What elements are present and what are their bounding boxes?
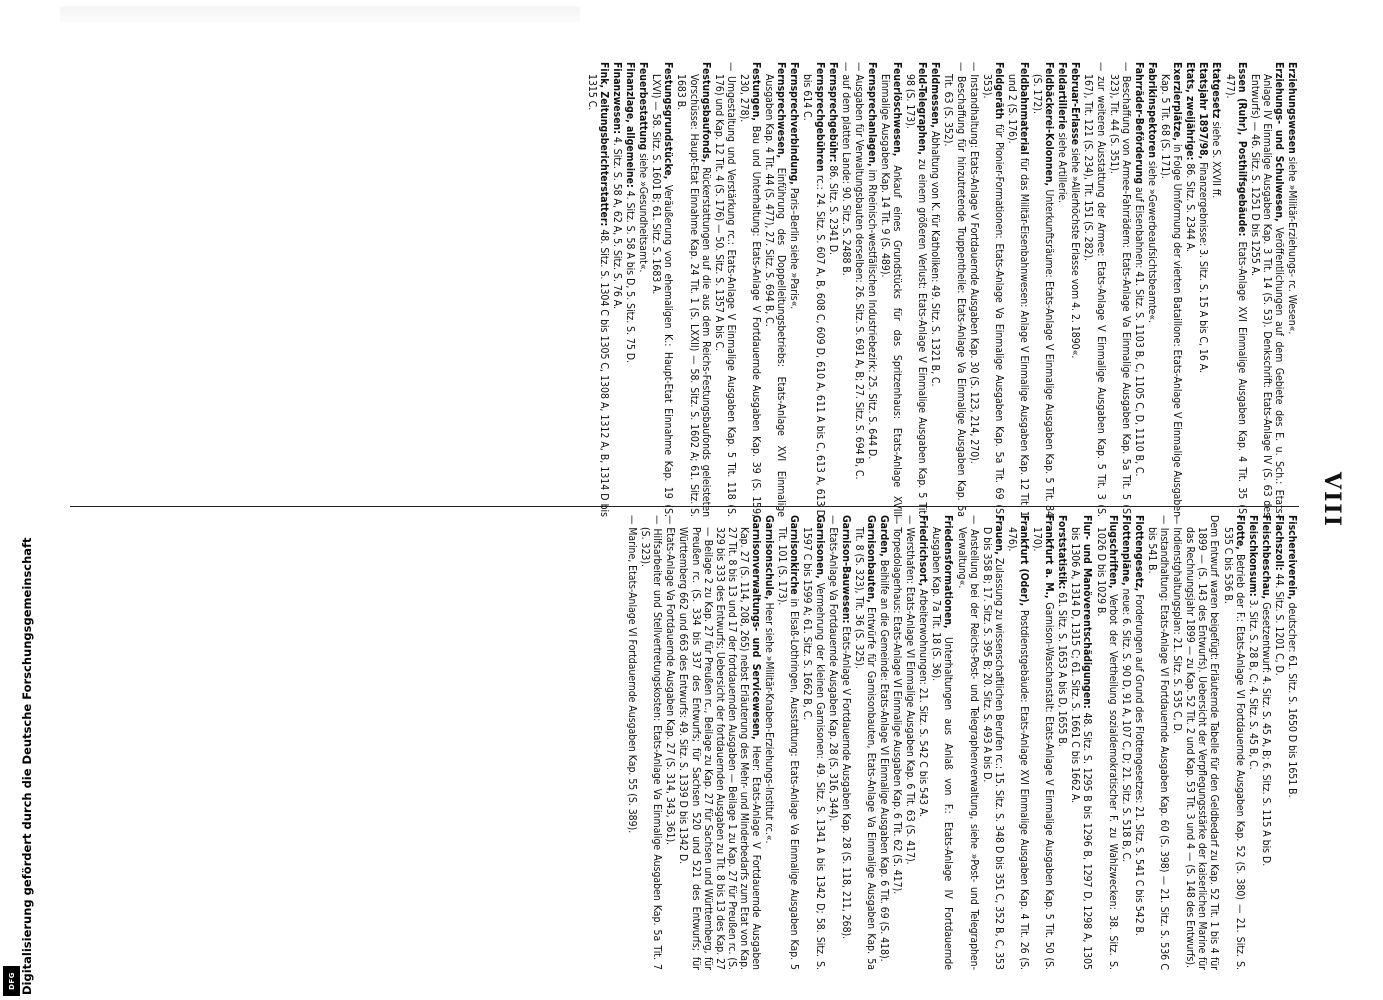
entry-headword: Flachszoll: — [1272, 515, 1285, 571]
entry-text: Garnison-Waschanstalt: Etats-Anlage V Einmalige Ausgaben Kap. 5 Tit. 50 (S. 170). — [1031, 527, 1056, 970]
entry-text: 61. Sitz. S. 1653 A bis D, 1655 B. — [1056, 592, 1069, 747]
entry-headword: Fabrikinspektoren — [1145, 62, 1158, 158]
index-entry — [904, 62, 928, 517]
entry-text: Etats-Anlage V Fortdauernde Ausgaben Kap. 28 (S. 118, 211, 268). — [839, 626, 852, 940]
index-entry — [677, 515, 762, 970]
entry-text: Unterkunftsräume: Etats-Anlage V Einmalige Ausgaben Kap. 5 Tit. 84 (S. 172). — [1031, 74, 1056, 517]
index-entry — [904, 515, 916, 970]
index-entry — [650, 62, 674, 517]
entry-text: — Beschaffung von Armee-Fahrrädern: Etats-Anlage Va Einmalige Ausgaben Kap. 5a Tit. 5 (S. 323), Tit. 44 (S. 351). — [1107, 62, 1132, 517]
entry-text: — Ausgaben für Verwaltungsbauten derselben: 26. Sitz. S. 691 A, B; 27. Sitz. S. 694 B, C. — [852, 62, 865, 480]
index-entry — [586, 62, 610, 517]
entry-headword: Garnisonverwaltungs- und Servicewesen, — [750, 515, 763, 740]
index-entry — [675, 62, 711, 517]
entry-text: in Elsaß-Lothringen, Ausstattung: Etats-Anlage Va Einmalige Ausgaben Kap. 5 Tit. 101 (S. 173). — [776, 527, 801, 971]
entry-text: 86. Sitz. S. 2341 D. — [826, 165, 839, 256]
entry-headword: Feldbahnmaterial — [1018, 62, 1031, 155]
index-entry — [1056, 515, 1068, 970]
index-entry — [840, 62, 852, 517]
entry-headword: Frankfurt (Oder), — [1018, 515, 1031, 607]
entry-headword: Etatsjahr 1897/98, — [1197, 62, 1210, 160]
index-entry — [626, 515, 638, 970]
index-column-left — [60, 62, 1298, 517]
index-entry — [853, 515, 877, 970]
entry-text: 44. Sitz. S. 1201 C, D. — [1272, 573, 1285, 676]
entry-text: Ankauf eines Grundstücks für das Spritzenhaus: Etats-Anlage XVIII Einmalige Ausgaben Kap. 14 Tit. 9 (S. 489). — [879, 74, 904, 518]
index-entry — [930, 515, 954, 970]
index-entry — [1069, 62, 1081, 517]
entry-text: Heer: Etats-Anlage V Fortdauernde Ausgaben Kap. 27 (S. 114, 208, 265) nebst Erläuterung des Mehr- und Minderbedarfs zum Etat von Kap. 27 Tit. 8 bis 13 und 17 der fortdauernden Ausgaben — Beilage 1 zu Kap. 27 für Preußen rc. (S. 329 bis 333 des Entwurfs; Uebersicht der fortdauernden Ausgaben zu Tit. 8 bis 13 des Kap. 27 — Beilage 2 zu Kap. 27 für Preußen rc., Beilage zu Kap. 27 für Sachsen und Württemberg, für Preußen rc. (S. 334 bis 337 des Entwurfs; für Sachsen 520 und 521 des Entwurfs; für Württemberg 662 und 663 des Entwurfs: 49. Sitz. S. 1339 D bis 1342 D. — [677, 527, 763, 970]
entry-text: auf Eisenbahnen: 41. Sitz. S. 1103 B, C, 1105 C, D, 1110 B, C. — [1132, 186, 1145, 477]
index-entry — [801, 515, 825, 970]
entry-text: — Anstellung bei der Reichs-Post- und Telegraphenverwaltung, siehe »Post- und Telegraphen-Verwaltung«. — [955, 515, 980, 970]
entry-headword: Fleischkonsum: — [1246, 515, 1259, 597]
index-entry — [929, 62, 941, 517]
index-entry — [968, 62, 980, 517]
entry-text: Abhaltung von K. für Katholiken: 49. Sitz. S. 1321 B, C. — [929, 130, 942, 387]
entry-text: siehe »Allerhöchste Erlasse vom 4. 2. 1890«. — [1069, 148, 1082, 359]
dfg-logo: DFG — [3, 966, 20, 996]
entry-headword: Fernsprechgebühr: — [826, 62, 839, 163]
entry-headword: Feuerbestattung — [637, 62, 650, 151]
index-entry — [1260, 515, 1272, 970]
entry-text: Dem Entwurf waren beigefügt: Erläuternde Tabelle für den Geldbedarf zu Kap. 52 Tit. 1 bis 4 für 1899 — (S. 143 des Entwurfs). Uebersicht der Verpflegungsstärke der kaiserlichen Marine für das Rechnungsjahr 1899 — zu Kap. 52 Tit. 2 und Kap. 53 Tit. 3 und 4 — (S. 148 des Entwurfs). — [1184, 515, 1221, 970]
entry-headword: Feldartillerie — [1056, 62, 1069, 130]
index-entry — [1108, 62, 1132, 517]
entry-headword: Friedrichsort, — [917, 515, 930, 587]
entry-text: — Etats-Anlage Va Fortdauernde Ausgaben Kap. 27 (S. 314, 343, 361). — [664, 515, 677, 846]
entry-headword: Garnisonschule, — [763, 515, 776, 600]
index-entry — [1286, 62, 1298, 517]
index-entry — [664, 515, 676, 970]
entry-headword: Fischereiverein, — [1286, 515, 1298, 600]
entry-text: — Instandhaltung: Etats-Anlage VI Fortdauernde Ausgaben Kap. 60 (S. 398) — 21. Sitz. S. 536 C bis 541 B. — [1145, 515, 1171, 970]
entry-headword: Festungsgrundstücke, — [662, 62, 675, 180]
entry-headword: Februar-Erlasse — [1069, 62, 1082, 146]
entry-headword: Etatgesetz — [1210, 62, 1223, 119]
entry-headword: Fernsprechverbindung, — [788, 62, 801, 185]
entry-text: Vermehrung der kleinen Garnisonen: 49. Sitz. S. 1341 A bis 1342 D; 58. Sitz. S. 1597 C bis 1599 A; 61. Sitz. S. 1662 B, C. — [801, 527, 826, 970]
entry-text: für Pionier-Formationen: Etats-Anlage Va Einmalige Ausgaben Kap. 5a Tit. 69 (S. 353). — [980, 74, 1005, 517]
column-divider — [70, 506, 1299, 507]
entry-headword: Fernsprechanlagen, — [865, 62, 878, 167]
entry-headword: Flottengesetz, — [1132, 515, 1145, 592]
entry-text: — Wersthafen: Etats-Anlage VI Einmalige Ausgaben Kap. 6 Tit. 63 (S. 417). — [904, 515, 917, 865]
index-entry — [1069, 515, 1093, 970]
entry-text: Bau und Unterhaltung: Etats-Anlage V Fortdauernde Ausgaben Kap. 39 (S. 159, 230, 278). — [737, 74, 763, 517]
entry-headword: Festungen, — [750, 62, 763, 121]
index-entry — [1286, 515, 1298, 970]
entry-text: siehe »Gewerbeaufsichtsbeamte«. — [1145, 160, 1158, 324]
index-entry — [763, 62, 787, 517]
index-entry — [878, 515, 890, 970]
entry-text: Paris–Berlin siehe »Paris«. — [788, 187, 801, 310]
footer-strip — [0, 0, 34, 1000]
index-entry — [942, 62, 966, 517]
entry-text: neue: 6. Sitz. S. 90 D, 91 A, 107 C, D; 21. Sitz. S. 518 B, C. — [1119, 588, 1132, 863]
index-entry — [788, 62, 800, 517]
index-entry — [1247, 515, 1259, 970]
entry-text: siehe Artillerie. — [1056, 132, 1069, 204]
entry-text: Forderungen auf Grund des Flottengesetzes: 21. Sitz. S. 541 C bis 542 B. — [1132, 594, 1145, 936]
index-column-right — [60, 515, 1298, 970]
index-entry — [1146, 62, 1158, 517]
entry-headword: Feldmessen, — [929, 62, 942, 128]
index-entry — [1006, 515, 1030, 970]
index-entry — [1221, 515, 1245, 970]
entry-text: — Instandhaltung: Etats-Anlage V Fortdauernde Ausgaben Kap. 30 (S. 123, 214, 270). — [967, 62, 980, 464]
entry-headword: Erziehungs- und Schulwesen, — [1272, 62, 1285, 222]
page-number: VIII — [1319, 472, 1345, 528]
index-entry — [1006, 62, 1030, 517]
entry-headword: Fink, Zeitungsberichterstatter: — [597, 62, 610, 227]
entry-headword: Flugschriften, — [1106, 515, 1119, 589]
entry-headword: Frankfurt a. M., — [1043, 515, 1056, 599]
entry-text: Zulassung zu wissenschaftlichen Berufen rc.: 15. Sitz. S. 348 D bis 351 C, 352 B, C, 353 D bis 358 B; 17. Sitz. S. 395 B; 20. Sitz. S. 493 A bis D. — [980, 527, 1005, 971]
entry-text: Entwürfe für Garnisonbauten, Etats-Anlage Va Einmalige Ausgaben Kap. 5a Tit. 8 (S. 323), Tit. 36 (S. 325). — [852, 527, 877, 971]
index-entry — [1056, 62, 1068, 517]
index-entry — [1082, 62, 1106, 517]
entry-text: Etats-Anlage XVI Einmalige Ausgaben Kap. 4 Tit. 35 (S. 477). — [1223, 74, 1248, 518]
entry-text: für das Militär-Eisenbahnwesen: Anlage V Einmalige Ausgaben Kap. 12 Tit. 1 und 2 (S. 176). — [1005, 74, 1031, 517]
entry-headword: Garnisonen, — [813, 515, 826, 579]
index-entry — [1197, 62, 1209, 517]
index-entry — [1184, 515, 1220, 970]
entry-headword: Fernsprechwesen, — [775, 62, 788, 159]
entry-text: zu einem größeren Verlust: Etats-Anlage V Einmalige Ausgaben Kap. 5 Tit. 98 (S. 173). — [904, 74, 929, 517]
footer-credit: Digitalisierung gefördert durch die Deutsche Forschungsgemeinschaft — [20, 537, 34, 995]
index-entry — [879, 62, 903, 517]
index-entry — [1031, 62, 1055, 517]
entry-text: Finanzergebnisse: 3. Sitz. S. 15 A bis C, 16 A. — [1197, 162, 1210, 373]
index-entry — [1273, 515, 1285, 970]
entry-headword: Fleischbeschau, — [1259, 515, 1272, 600]
entry-text: 4. Sitz. S. 58 A bis D, 5. Sitz. S. 75 D. — [624, 190, 637, 364]
entry-headword: Essen (Ruhr), Posthilfsgebäude: — [1235, 62, 1248, 237]
entry-text: Rückerstattungen auf die aus dem Reichs-Festungsbaufonds geleisteten Vorschüsse: Haupt-Etat Einnahme Kap. 24 Tit. 1 (S. LXXII) — 58. Sitz. S. 1602 A; 61. Sitz. S. 1683 B. — [675, 74, 712, 517]
entry-headword: Flotte, — [1233, 515, 1246, 550]
index-entry — [917, 515, 929, 970]
entry-headword: Finanzwesen: — [611, 62, 624, 134]
index-entry — [738, 62, 762, 517]
entry-text: — auf dem platten Lande: 90. Sitz. S. 2488 B. — [839, 62, 852, 276]
index-entry — [1133, 62, 1145, 517]
entry-headword: Erziehungswesen — [1286, 62, 1298, 154]
index-entry — [827, 515, 839, 970]
entry-text: 48. Sitz. S. 1295 B bis 1296 B, 1297 D, 1298 A, 1305 bis 1306 A, 1314 D, 1315 C; 61. Sitz. S. 1661 C bis 1662 A. — [1069, 527, 1094, 970]
entry-text: — zur weiteren Ausstattung der Armee: Etats-Anlage V Einmalige Ausgaben Kap. 5 Tit. 3 (S. 167), Tit. 121 (S. 234), Tit. 151 (S. 282). — [1082, 62, 1107, 517]
entry-text: Gesetzentwurf: 4. Sitz. S. 45 A, B; 6. Sitz. S. 115 A bis D. — [1259, 602, 1272, 867]
index-entry — [1120, 515, 1132, 970]
entry-headword: Garnison-Bauwesen: — [839, 515, 852, 624]
entry-headword: Feld-Telegraphen, — [916, 62, 929, 155]
entry-text: 48. Sitz. S. 1304 C bis 1305 C, 1308 A, 1312 A, B, 1314 D bis 1315 C. — [585, 74, 610, 517]
index-entry — [624, 62, 636, 517]
index-entry — [611, 62, 623, 517]
entry-text: Einführung des Doppelleitungsbetriebs: Etats-Anlage XVI Einmalige Ausgaben Kap. 4 Tit. 44 (S. 477), 27. Sitz. S. 694 B, C. — [763, 74, 788, 518]
entry-text: Beihilfe an die Gemeinde: Etats-Anlage VI Einmalige Ausgaben Kap. 6 Tit. 69 (S. 418). — [878, 559, 890, 962]
entry-text: — Indienstghaltungsplan: 21. Sitz. S. 535 C, D. — [1171, 515, 1184, 734]
entry-headword: Garnisonkirche — [788, 515, 801, 595]
index-entry — [840, 515, 852, 970]
index-entry — [1095, 515, 1119, 970]
index-entry — [1184, 62, 1196, 517]
entry-headword: Feldbäckerei-Kolonnen, — [1043, 62, 1056, 187]
entry-headword: Flur- und Manöverentschädigungen: — [1081, 515, 1094, 709]
index-entry — [891, 515, 903, 970]
entry-text: in Folge Umformung der vierten Bataillone: Etats-Anlage V Einmalige Ausgaben Kap. 5 Tit. 68 (S. 171). — [1159, 74, 1184, 518]
entry-headword: Finanzlage, allgemeine: — [624, 62, 637, 188]
entry-text: Veräußerung von ehemaligen K.: Haupt-Etat Einnahme Kap. 19 (S. LXVI) — 58. Sitz. S. 1601 B; 61. Sitz. S. 1683 A. — [650, 74, 675, 517]
index-entry — [639, 515, 663, 970]
entry-text: — Etats-Anlage Va Fortdauernde Ausgaben Kap. 28 (S. 316, 344). — [826, 515, 839, 822]
entry-text: — Umgestaltung und Verstärkung rc.: Etats-Anlage V Einmalige Ausgaben Kap. 5 Tit. 118 (S. 176) und Kap. 12 Tit. 4 (S. 176) — 50. Sitz. S. 1357 A bis C. — [712, 62, 737, 517]
entry-headword: Friedensformationen, — [942, 515, 955, 629]
entry-headword: Frauen, — [992, 515, 1005, 555]
entry-text: Betrieb der F.: Etats-Anlage VI Fortdauernde Ausgaben Kap. 52 (S. 380) — 21. Sitz. S. 535 C bis 536 B. — [1221, 527, 1246, 970]
index-entry — [981, 515, 1005, 970]
index-entry — [776, 515, 800, 970]
entry-headword: Exerzierplätze, — [1171, 62, 1184, 141]
entry-text: siehe »Militär-Erziehungs- rc. Wesen«. — [1286, 156, 1298, 335]
entry-headword: Feuerlöschwesen, — [891, 62, 904, 157]
index-entry — [1133, 515, 1145, 970]
entry-text: — Hilfsarbeiter und Stellvertretungskosten: Etats-Anlage Va Einmalige Ausgaben Kap. 5a Tit. 7 (S. 323). — [639, 515, 664, 970]
index-entry — [801, 62, 825, 517]
index-entry — [1146, 515, 1170, 970]
entry-text: Unterhaltungen aus Anlaß von F.: Etats-Anlage IV Fortdauernde Ausgaben Kap. 7a Tit. 18 (S. 36). — [930, 527, 955, 970]
entry-text: — Torpedolagerhaus: Etats-Anlage VI Einmalige Ausgaben Kap. 6 Tit. 62 (S. 417). — [891, 515, 904, 895]
index-entry — [1223, 62, 1247, 517]
entry-text: Veröffentlichungen auf dem Gebiete des E. u. Sch.: Etats-Anlage IV Einmalige Ausgaben Kap. 3 Tit. 14 (S. 53). Denkschrift: Etats-Anlage IV (S. 63 des Entwurfs) — 46. Sitz. S. 1251 D bis 1255 A. — [1248, 74, 1285, 517]
entry-text: im Rheinisch-westfälischen Industriebezirk: 25. Sitz. S. 644 D. — [865, 169, 878, 460]
index-entry — [763, 515, 775, 970]
entry-headword: Flottenpläne, — [1119, 515, 1132, 586]
entry-headword: Forststatistik: — [1056, 515, 1069, 590]
entry-text: 86. Sitz. S. 2344 A. — [1184, 163, 1197, 253]
entry-text: — Beschaffung für hinzutretende Truppentheile: Etats-Anlage Va Einmalige Ausgaben Kap. 5a Tit. 63 (S. 352). — [942, 62, 967, 517]
index-entry — [866, 62, 878, 517]
index-entry — [1171, 515, 1183, 970]
index-entry — [981, 62, 1005, 517]
entry-text: — Marine, Etats-Anlage VI Fortdauernde Ausgaben Kap. 55 (S. 389). — [626, 515, 639, 834]
entry-headword: Feldgeräth — [992, 62, 1005, 120]
entry-text: Verbot der Vertheilung sozialdemokratischer F. zu Wahlzwecken: 38. Sitz. S. 1026 D bis 1029 B. — [1094, 527, 1119, 970]
index-entry — [853, 62, 865, 517]
entry-headword: Fernsprechgebühren — [813, 62, 826, 172]
index-entry — [713, 62, 737, 517]
entry-text: 4. Sitz. S. 58 A, 62 A, 5. Sitz. S. 76 A. — [611, 136, 624, 309]
entry-text: Arbeiterwohnungen: 21. Sitz. S. 542 C bis 543 A. — [917, 589, 930, 818]
entry-headword: Festungsbaufonds, — [699, 62, 712, 163]
entry-text: Heer siehe »Militär-Knaben-Erziehungs-Institut rc.«. — [763, 602, 776, 844]
index-entry — [637, 62, 649, 517]
index-entry — [1159, 62, 1183, 517]
entry-text: Postdienstgebäude: Etats-Anlage XVI Einmalige Ausgaben Kap. 4 Tit. 26 (S. 476). — [1005, 527, 1031, 970]
entry-text: deutscher: 61. Sitz. S. 1650 D bis 1651 B. — [1286, 602, 1298, 798]
index-entry — [955, 515, 979, 970]
index-entry — [1031, 515, 1055, 970]
index-entry — [1210, 62, 1222, 517]
entry-headword: Garnisonbauten, — [864, 515, 877, 603]
entry-text: siehe »Gesundheitsamt«. — [637, 153, 650, 273]
entry-text: 3. Sitz. S. 28 B, C; 4. Sitz. S. 45 B, C. — [1246, 599, 1259, 770]
entry-headword: Fahrräder-Beförderung — [1132, 62, 1145, 185]
entry-headword: Etats, zweijährige: — [1184, 62, 1197, 161]
entry-text: siehe S. XXVII ff. — [1210, 121, 1223, 199]
index-entry — [827, 62, 839, 517]
index-entry — [1249, 62, 1285, 517]
entry-text: rc.: 24. Sitz. S. 607 A, B, 608 C, 609 D, 610 A, 611 A bis C, 613 A, 613 D bis 614 C. — [801, 74, 826, 518]
entry-headword: Garden, — [878, 515, 890, 557]
